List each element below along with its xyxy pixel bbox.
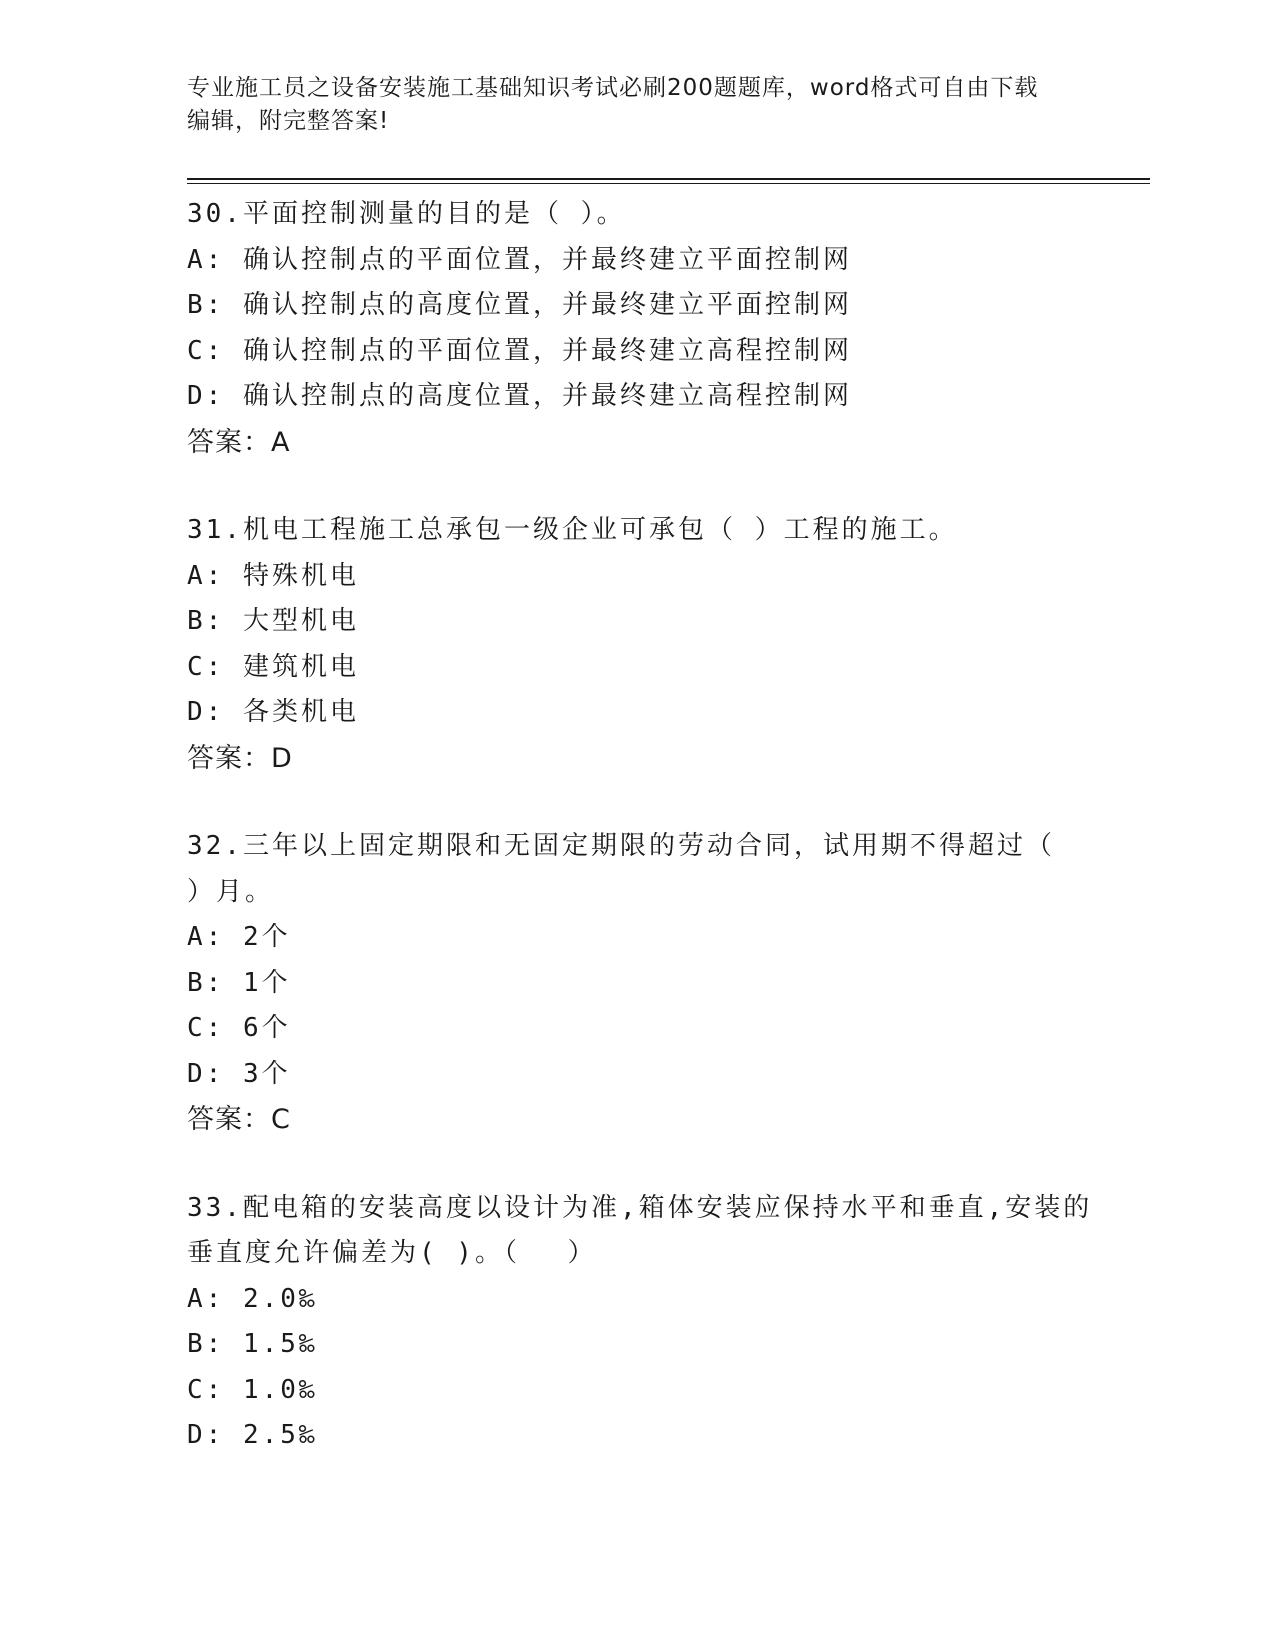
- option-c: C: 确认控制点的平面位置，并最终建立高程控制网: [187, 335, 852, 366]
- option-b: B: 大型机电: [187, 606, 359, 636]
- option-c: C: 6个: [187, 1013, 291, 1043]
- header-divider-thick: [187, 178, 1150, 180]
- option-b: B: 1个: [187, 967, 291, 998]
- question-list: [187, 192, 1093, 1502]
- header-line-1: 专业施工员之设备安装施工基础知识考试必刷200题题库，word格式可自由下载: [187, 75, 1039, 101]
- answer: 答案：D: [187, 742, 293, 774]
- option-a: A: 确认控制点的平面位置，并最终建立平面控制网: [187, 244, 852, 275]
- option-d: D: 2.5‰: [187, 1420, 318, 1450]
- question-stem: 31.机电工程施工总承包一级企业可承包（ ）工程的施工。: [187, 515, 958, 545]
- answer: 答案：A: [187, 426, 291, 458]
- question-stem-continued: 垂直度允许偏差为( )。（ ）: [187, 1238, 597, 1268]
- question-31: [187, 508, 1087, 781]
- option-d: D: 各类机电: [187, 697, 359, 727]
- answer: 答案：C: [187, 1104, 291, 1135]
- option-b: B: 确认控制点的高度位置，并最终建立平面控制网: [187, 290, 852, 320]
- question-stem: 30.平面控制测量的目的是（ ）。: [187, 199, 626, 229]
- page-header: [187, 72, 1067, 138]
- option-a: A: 2个: [187, 922, 291, 952]
- option-d: D: 确认控制点的高度位置，并最终建立高程控制网: [187, 381, 852, 411]
- header-line-2: 编辑，附完整答案!: [187, 108, 390, 134]
- header-divider-thin: [187, 183, 1150, 184]
- option-b: B: 1.5‰: [187, 1329, 318, 1359]
- option-a: A: 2.0‰: [187, 1283, 318, 1314]
- option-c: C: 建筑机电: [187, 651, 359, 682]
- option-d: D: 3个: [187, 1058, 291, 1089]
- option-c: C: 1.0‰: [187, 1374, 318, 1405]
- question-33: [187, 1186, 1093, 1459]
- option-a: A: 特殊机电: [187, 560, 359, 591]
- question-30: [187, 192, 1087, 465]
- question-32: [187, 824, 1087, 1143]
- question-stem-continued: ）月。: [187, 876, 275, 907]
- question-stem: 33.配电箱的安装高度以设计为准,箱体安装应保持水平和垂直,安装的: [187, 1192, 1093, 1223]
- question-stem: 32.三年以上固定期限和无固定期限的劳动合同，试用期不得超过（: [187, 831, 1055, 861]
